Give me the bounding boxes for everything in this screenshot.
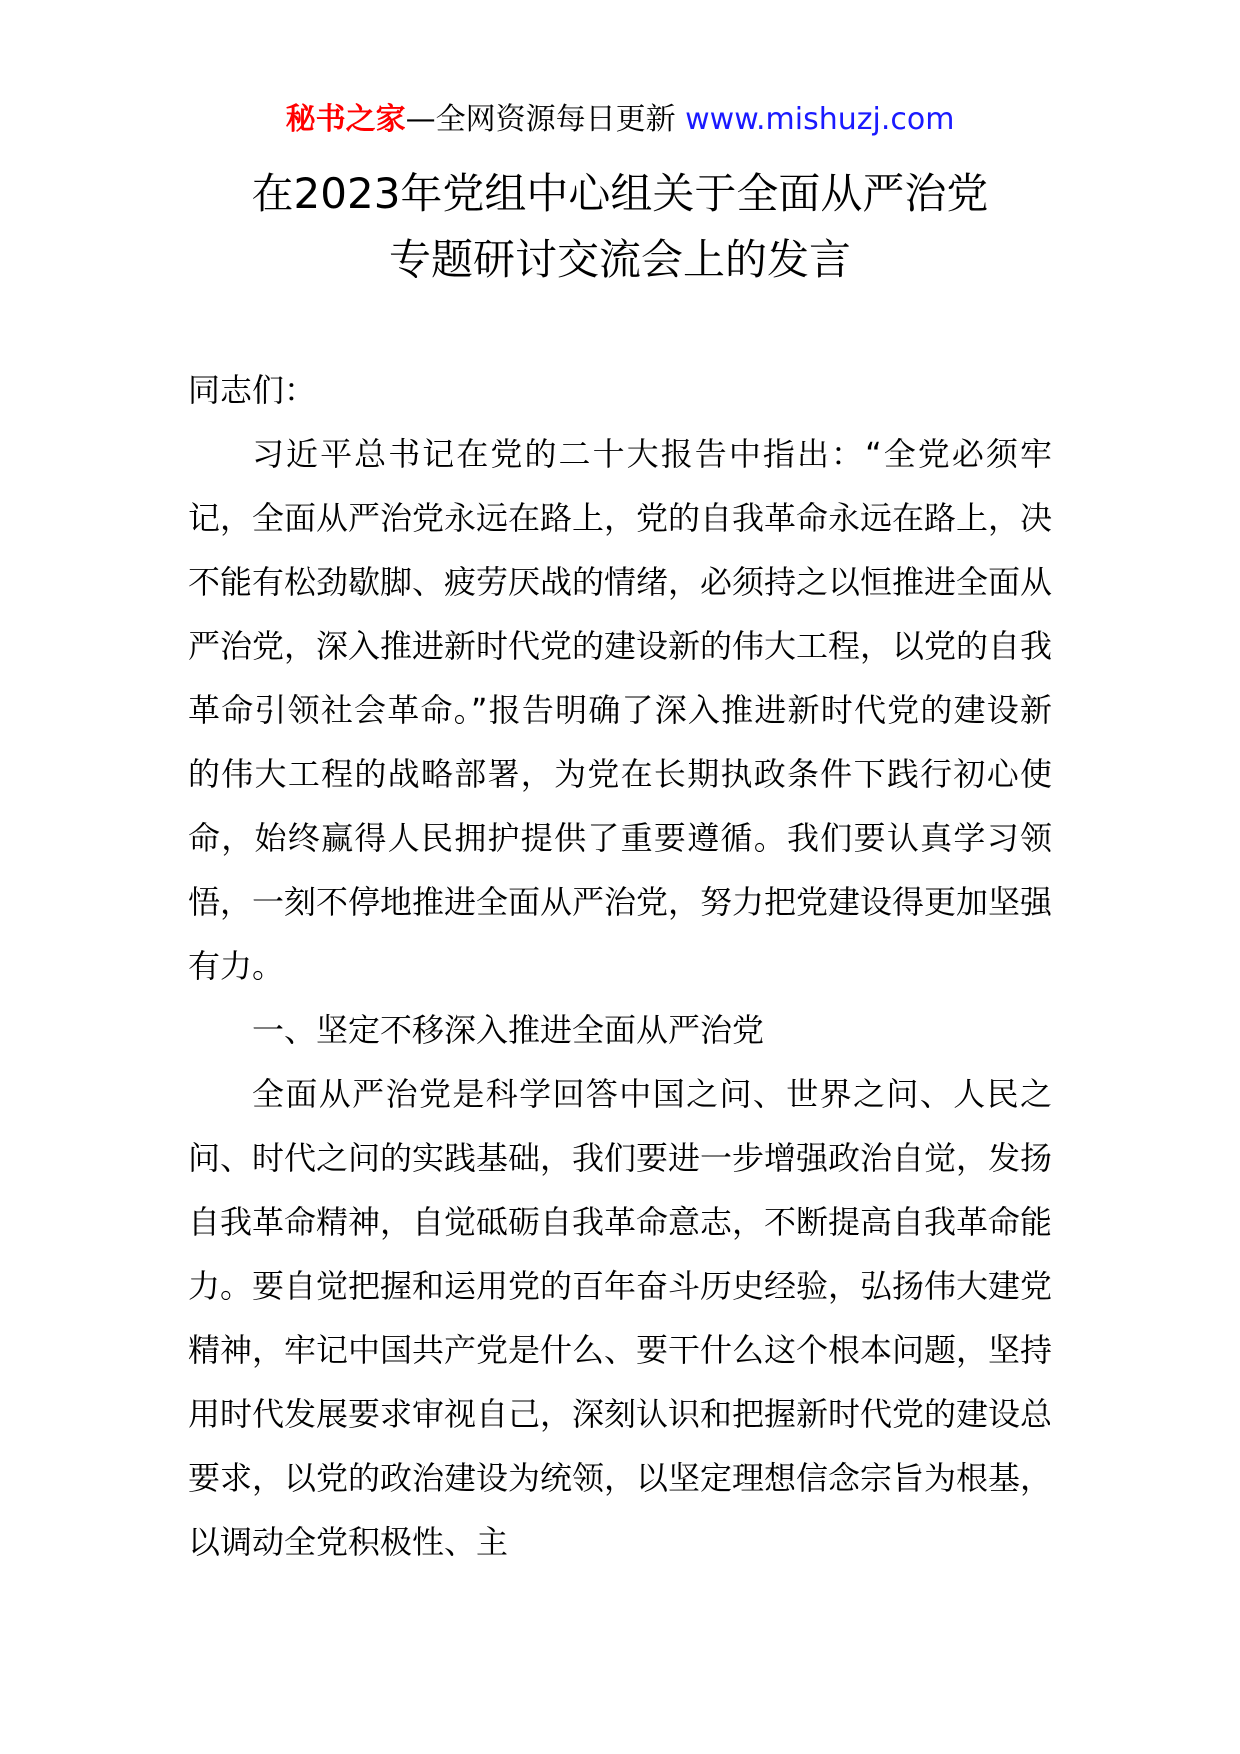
document-body [188, 358, 1052, 1574]
header-slogan: —全网资源每日更新 [405, 102, 686, 137]
section-heading-1: 一、坚定不移深入推进全面从严治党 [252, 1011, 765, 1049]
document-title-line-2: 专题研讨交流会上的发言 [388, 235, 851, 284]
paragraph-1: 习近平总书记在党的二十大报告中指出：“全党必须牢记，全面从严治党永远在路上，党的自我革命永远在路上，决不能有松劲歇脚、疲劳厌战的情绪，必须持之以恒推进全面从严治党，深入推进新时代党的建设新的伟大工程，以党的自我革命引领社会革命。”报告明确了深入推进新时代党的建设新的伟大工程的战略部署，为党在长期执政条件下践行初心使命，始终赢得人民拥护提供了重要遵循。我们要认真学习领悟，一刻不停地推进全面从严治党，努力把党建设得更加坚强有力。 [188, 435, 1053, 985]
paragraph-2: 全面从严治党是科学回答中国之问、世界之问、人民之问、时代之问的实践基础，我们要进一步增强政治自觉，发扬自我革命精神，自觉砥砺自我革命意志，不断提高自我革命能力。要自觉把握和运用党的百年奋斗历史经验，弘扬伟大建党精神，牢记中国共产党是什么、要干什么这个根本问题，坚持用时代发展要求审视自己，深刻认识和把握新时代党的建设总要求，以党的政治建设为统领，以坚定理想信念宗旨为根基，以调动全党积极性、主 [188, 1075, 1053, 1561]
document-title-line-1: 在2023年党组中心组关于全面从严治党 [251, 169, 989, 218]
brand-name: 秘书之家 [285, 102, 406, 137]
header-url-link[interactable]: www.mishuzj.com [685, 102, 955, 137]
salutation: 同志们： [188, 371, 317, 409]
header-banner [0, 100, 1240, 140]
